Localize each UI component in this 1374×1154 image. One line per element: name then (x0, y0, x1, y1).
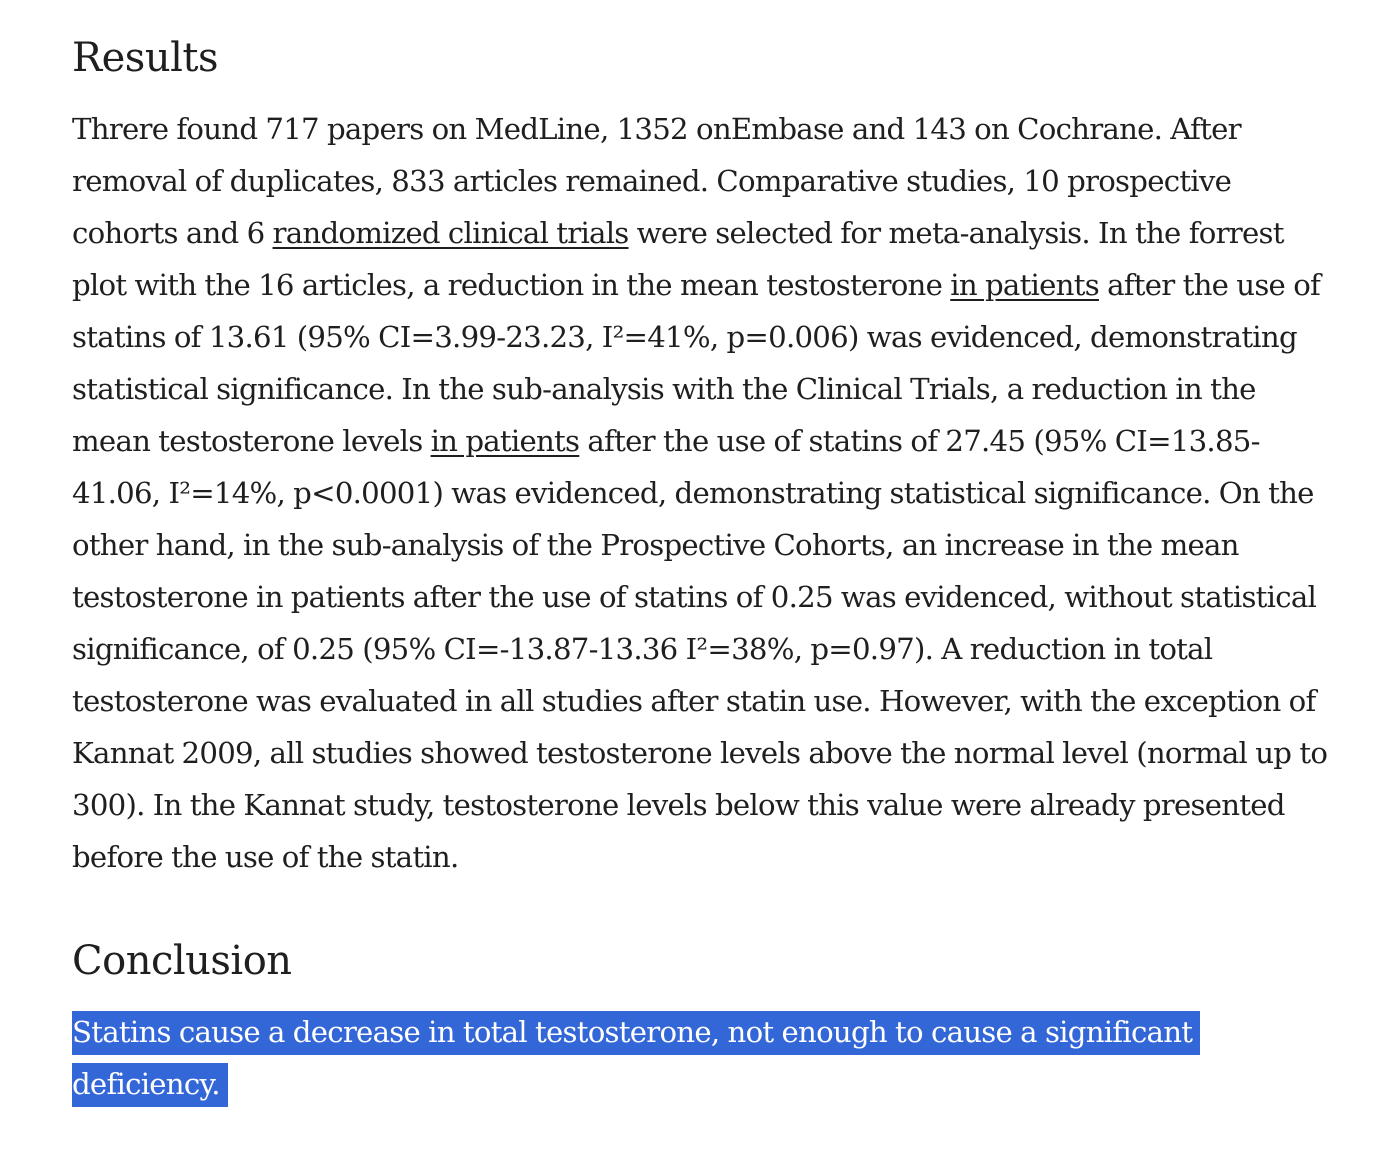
link-in-patients-2[interactable]: in patients (430, 424, 580, 458)
conclusion-heading: Conclusion (72, 938, 292, 984)
selected-conclusion-text[interactable]: Statins cause a decrease in total testosterone, not enough to cause a significant deficiency. (72, 1011, 1200, 1107)
results-heading: Results (72, 35, 218, 81)
results-text-part-2: were selected for meta-analysis. In the forrest plot with the 16 articles, a reduction in the mean testosterone (72, 216, 1284, 302)
conclusion-paragraph (72, 1006, 1242, 1110)
link-randomized-clinical-trials[interactable]: randomized clinical trials (272, 216, 629, 250)
results-text-part-1: Threre found 717 papers on MedLine, 1352 onEmbase and 143 on Cochrane. After removal of duplicates, 833 articles remained. Comparative studies, 10 prospective cohorts and 6 (72, 112, 1241, 250)
results-paragraph (72, 103, 1337, 883)
results-text-part-3: after the use of statins of 13.61 (95% CI=3.99-23.23, I²=41%, p=0.006) was evidenced, demonstrating statistical significance. In the sub-analysis with the Clinical Trials, a reduction in the mean testosterone levels (72, 268, 1321, 458)
link-in-patients-1[interactable]: in patients (950, 268, 1099, 302)
results-text-part-4: after the use of statins of 27.45 (95% CI=13.85-41.06, I²=14%, p<0.0001) was evidenced, demonstrating statistical significance. On the other hand, in the sub-analysis of the Prospective Cohorts, an increase in the mean testosterone in patients after the use of statins of 0.25 was evidenced, without statistical significance, of 0.25 (95% CI=-13.87-13.36 I²=38%, p=0.97). A reduction in total testosterone was evaluated in all studies after statin use. However, with the exception of Kannat 2009, all studies showed testosterone levels above the normal level (normal up to 300). In the Kannat study, testosterone levels below this value were already presented before the use of the statin. (72, 424, 1328, 874)
